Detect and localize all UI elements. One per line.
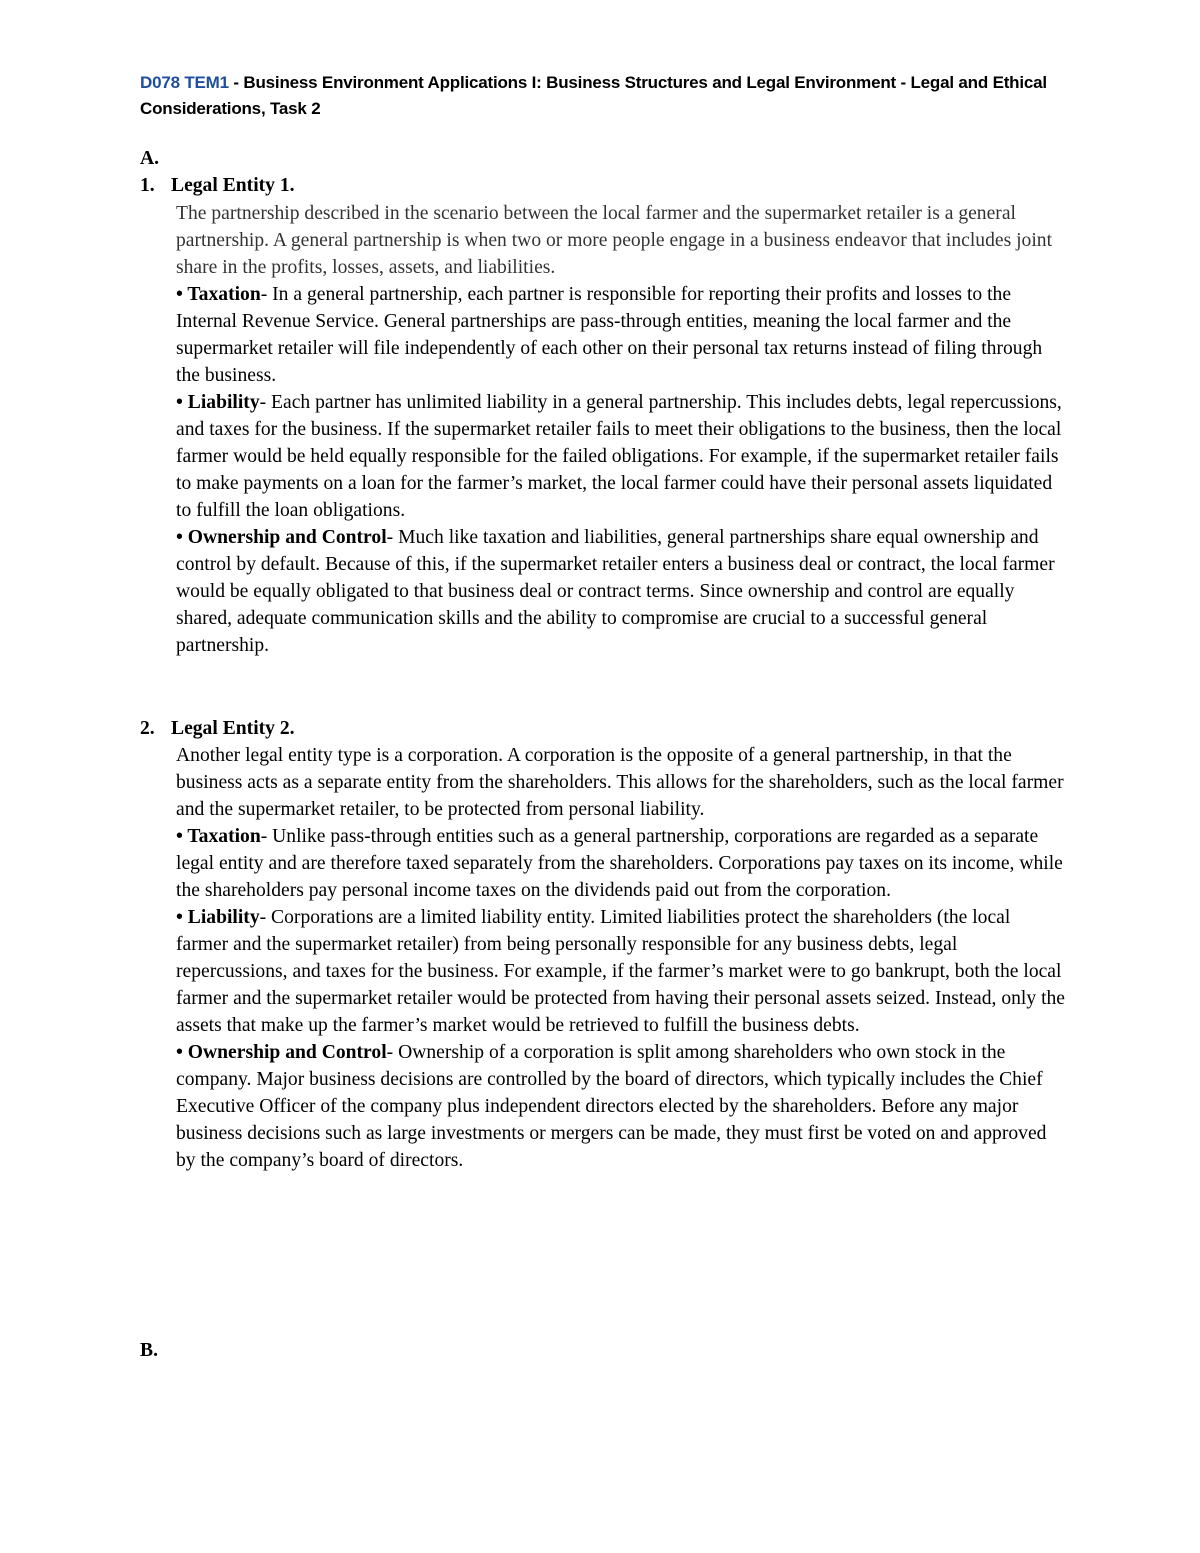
entity2-liability-text: - Corporations are a limited liability entity. Limited liabilities protect the shareholders (the local farmer and the supermarket retailer) from being personally responsible for any business debts, legal repercussions, and taxes for the business. For example, if the farmer’s market were to go bankrupt, both the local farmer and the supermarket retailer would be protected from having their personal assets seized. Instead, only the assets that make up the farmer’s market would be retrieved to fulfill the business debts. — [176, 907, 1066, 1036]
document-title: - Business Environment Applications I: Business Structures and Legal Environment - Legal and Ethical Considerations, Task 2 — [140, 73, 1047, 118]
entity1-intro: The partnership described in the scenario between the local farmer and the supermarket retailer is a general partnership. A general partnership is when two or more people engage in a business endeavor that includes joint share in the profits, losses, assets, and liabilities. — [176, 203, 1053, 278]
entity1-liability-label: • Liability — [176, 392, 260, 413]
entity2-taxation-label: • Taxation — [176, 826, 261, 847]
entity2-ownership — [176, 1039, 1066, 1174]
entity1-ownership — [176, 524, 1066, 659]
entity2-number: 2. — [140, 718, 155, 739]
entity2-ownership-label: • Ownership and Control — [176, 1042, 387, 1063]
document-header — [140, 70, 1060, 122]
entity1-taxation-text: - In a general partnership, each partner is responsible for reporting their profits and losses to the Internal Revenue Service. General partnerships are pass-through entities, meaning the local farmer and the supermarket retailer will file independently of each other on their personal tax returns instead of filing through the business. — [176, 284, 1043, 386]
entity1-ownership-text: - Much like taxation and liabilities, general partnerships share equal ownership and control by default. Because of this, if the supermarket retailer enters a business deal or contract, the local farmer would be equally obligated to that business deal or contract terms. Since ownership and control are equally shared, adequate communication skills and the ability to compromise are crucial to a successful general partnership. — [176, 527, 1055, 656]
entity2-body — [176, 742, 1066, 1174]
entity2-title: Legal Entity 2. — [171, 718, 295, 739]
entity1-ownership-label: • Ownership and Control — [176, 527, 387, 548]
entity2-liability — [176, 904, 1066, 1039]
entity1-number: 1. — [140, 175, 155, 196]
entity1-taxation-label: • Taxation — [176, 284, 261, 305]
entity1-body — [176, 200, 1066, 659]
section-b-heading: B. — [140, 1340, 158, 1361]
entity2-liability-label: • Liability — [176, 907, 260, 928]
course-code: D078 TEM1 — [140, 73, 229, 92]
entity1-heading — [140, 172, 295, 199]
entity2-heading — [140, 715, 295, 742]
entity2-taxation — [176, 823, 1066, 904]
entity1-taxation — [176, 281, 1066, 389]
section-a-heading: A. — [140, 148, 160, 169]
entity1-liability-text: - Each partner has unlimited liability in a general partnership. This includes debts, legal repercussions, and taxes for the business. If the supermarket retailer fails to meet their obligations to the business, then the local farmer would be held equally responsible for the failed obligations. For example, if the supermarket retailer fails to make payments on a loan for the farmer’s market, the local farmer could have their personal assets liquidated to fulfill the loan obligations. — [176, 392, 1062, 521]
entity1-liability — [176, 389, 1066, 524]
entity1-title: Legal Entity 1. — [171, 175, 295, 196]
entity2-intro: Another legal entity type is a corporation. A corporation is the opposite of a general partnership, in that the business acts as a separate entity from the shareholders. This allows for the shareholders, such as the local farmer and the supermarket retailer, to be protected from personal liability. — [176, 745, 1064, 820]
entity2-taxation-text: - Unlike pass-through entities such as a general partnership, corporations are regarded as a separate legal entity and are therefore taxed separately from the shareholders. Corporations pay taxes on its income, while the shareholders pay personal income taxes on the dividends paid out from the corporation. — [176, 826, 1063, 901]
entity2-ownership-text: - Ownership of a corporation is split among shareholders who own stock in the company. Major business decisions are controlled by the board of directors, which typically includes the Chief Executive Officer of the company plus independent directors elected by the shareholders. Before any major business decisions such as large investments or mergers can be made, they must first be voted on and approved by the company’s board of directors. — [176, 1042, 1047, 1171]
